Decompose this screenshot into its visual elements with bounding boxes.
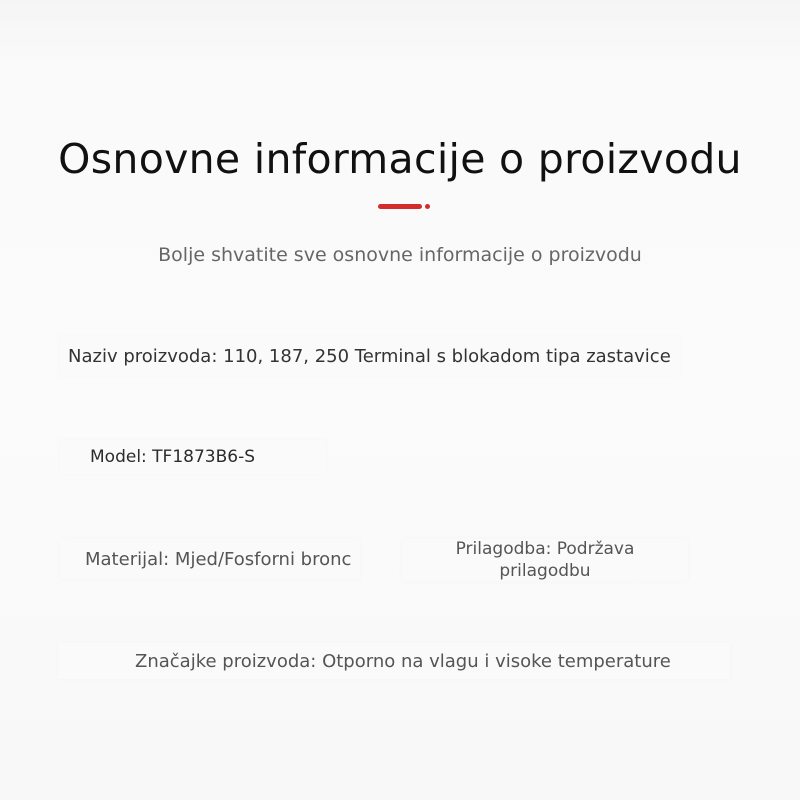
model-row — [60, 440, 326, 474]
features-text: Značajke proizvoda: Otporno na vlagu i visoke temperature — [135, 650, 671, 672]
product-name-text: Naziv proizvoda: 110, 187, 250 Terminal s blokadom tipa zastavice — [68, 345, 671, 367]
material-text: Materijal: Mjed/Fosforni bronc — [85, 548, 352, 570]
page-subtitle: Bolje shvatite sve osnovne informacije o proizvodu — [158, 244, 642, 266]
divider-dot — [425, 204, 430, 209]
features-row — [58, 643, 730, 679]
divider-bar — [378, 204, 422, 209]
customization-text: Prilagodba: Podržava prilagodbu — [455, 539, 635, 581]
material-row — [60, 539, 360, 579]
page-title: Osnovne informacije o proizvodu — [58, 135, 742, 184]
model-text: Model: TF1873B6-S — [90, 447, 256, 467]
title-divider — [378, 203, 434, 211]
customization-row — [402, 539, 688, 581]
product-name-row — [60, 336, 680, 376]
